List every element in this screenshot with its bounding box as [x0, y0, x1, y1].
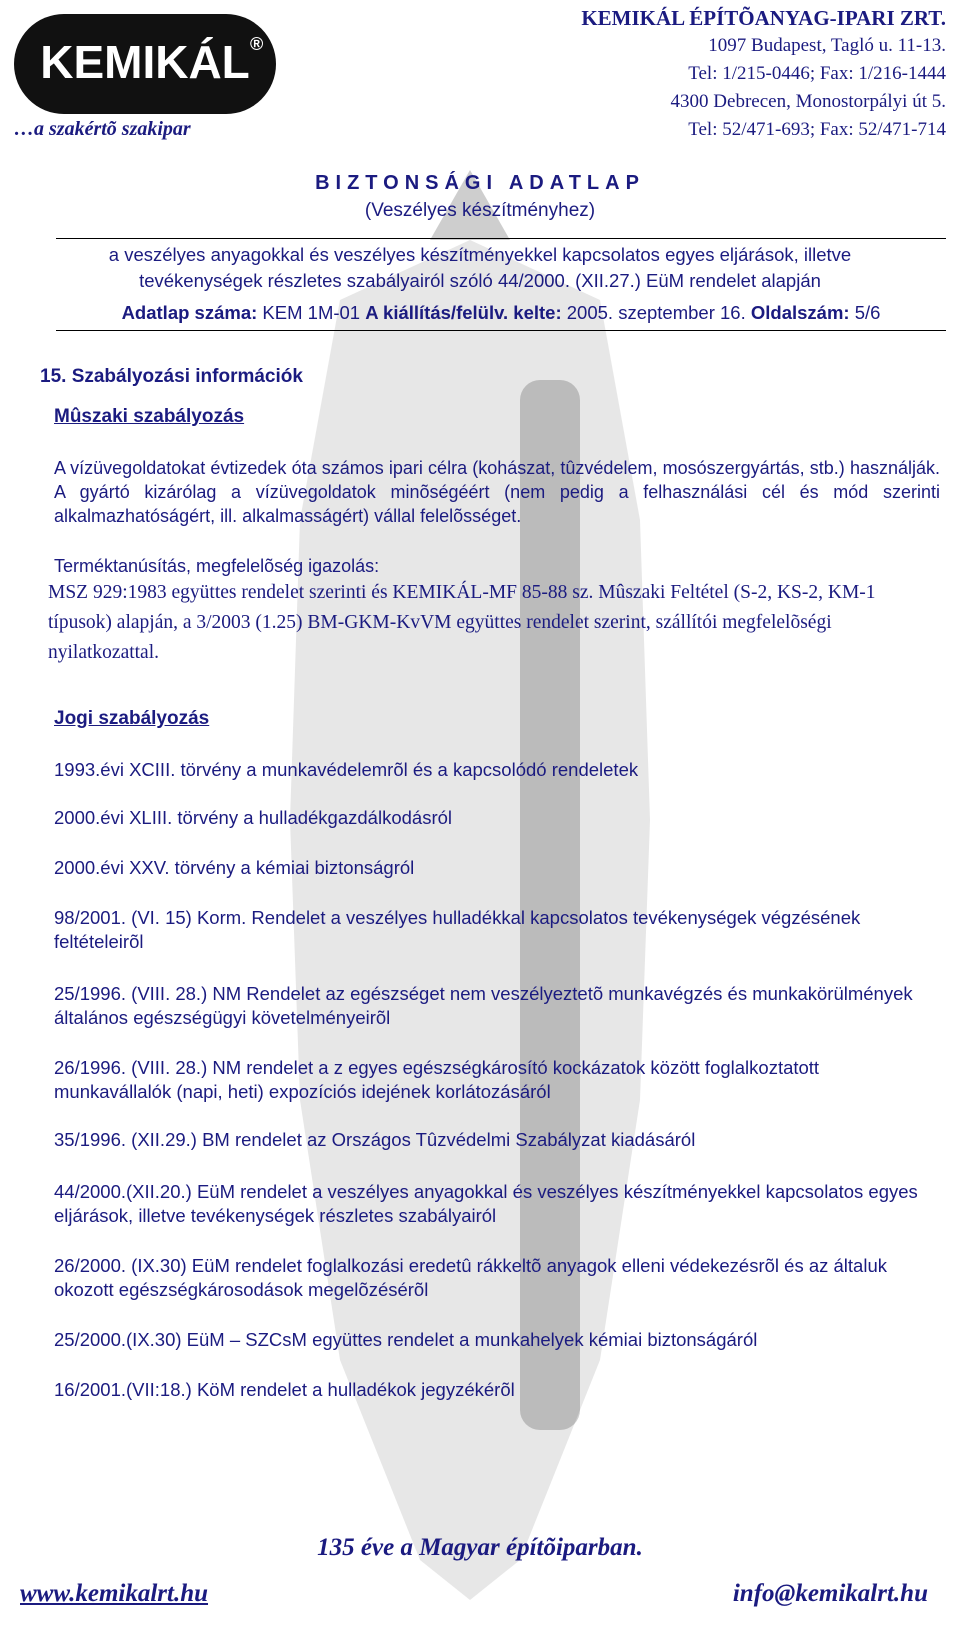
law-item: 25/1996. (VIII. 28.) NM Rendelet az egészséget nem veszélyeztetõ munkavégzés és munkakörülmények általános egészségügyi követelményeirõl	[54, 983, 913, 1028]
regulation-line-2: tevékenységek részletes szabályairól szóló 44/2000. (XII.27.) EüM rendelet alapján	[139, 270, 821, 291]
law-item: 26/2000. (IX.30) EüM rendelet foglalkozási eredetû rákkeltõ anyagok elleni védekezésrõl és az általuk okozott egészségkárosodások megelõzésérõl	[54, 1255, 887, 1300]
footer-email[interactable]: info@kemikalrt.hu	[732, 1580, 928, 1607]
law-item: 35/1996. (XII.29.) BM rendelet az Országos Tûzvédelmi Szabályzat kiadásáról	[54, 1129, 696, 1150]
company-phone-2: Tel: 52/471-693; Fax: 52/471-714	[688, 119, 946, 140]
law-item: 98/2001. (VI. 15) Korm. Rendelet a veszélyes hulladékkal kapcsolatos tevékenységek végzésének feltételeirõl	[54, 907, 861, 952]
certification-label: Terméktanúsítás, megfelelõség igazolás:	[54, 556, 380, 576]
company-address-2: 4300 Debrecen, Monostorpályi út 5.	[670, 91, 946, 112]
header-divider-bottom	[56, 330, 946, 331]
legal-regulation-heading: Jogi szabályozás	[54, 708, 210, 729]
footer-website-link[interactable]: www.kemikalrt.hu	[20, 1580, 209, 1607]
section-heading: 15. Szabályozási információk	[40, 366, 303, 387]
company-name: KEMIKÁL ÉPÍTÕANYAG-IPARI ZRT.	[581, 6, 946, 30]
document-title: BIZTONSÁGI ADATLAP	[315, 172, 645, 194]
datasheet-number: KEM 1M-01	[262, 302, 361, 323]
logo-registered-mark: ®	[250, 34, 264, 54]
law-item: 16/2001.(VII:18.) KöM rendelet a hulladékok jegyzékérõl	[54, 1379, 515, 1400]
footer-slogan: 135 éve a Magyar építõiparban.	[317, 1534, 643, 1561]
issue-date-label: A kiállítás/felülv. kelte:	[365, 302, 562, 323]
certification-text: MSZ 929:1983 együttes rendelet szerinti és KEMIKÁL-MF 85-88 sz. Mûszaki Feltétel (S-2, KS-2, KM-1 típusok) alapján, a 3/2003 (1.25) BM-GKM-KvVM együttes rendelet szerint, szállítói megfelelõségi nyilatkozattal.	[48, 582, 876, 663]
law-item: 44/2000.(XII.20.) EüM rendelet a veszélyes anyagokkal és veszélyes készítményekkel kapcsolatos egyes eljárások, illetve tevékenységek részletes szabályairól	[54, 1181, 918, 1226]
law-item: 1993.évi XCIII. törvény a munkavédelemrõl és a kapcsolódó rendeletek	[54, 759, 639, 780]
page-number-label: Oldalszám:	[750, 302, 850, 323]
technical-regulation-paragraph: A vízüvegoldatokat évtizedek óta számos ipari célra (kohászat, tûzvédelem, mosószergyártás, stb.) használják. A gyártó kizárólag a vízüvegoldatok minõségéért (nem pedig a felhasználási cél és mód szerinti alkalmazhatóságért, ill. alkalmasságért) vállal felelõsséget.	[54, 458, 940, 526]
header-divider-top	[56, 238, 946, 239]
law-item: 26/1996. (VIII. 28.) NM rendelet a z egyes egészségkárosító kockázatok között foglalkoztatott munkavállalók (napi, heti) expozíciós idejének korlátozásáról	[54, 1057, 820, 1102]
company-phone-1: Tel: 1/215-0446; Fax: 1/216-1444	[688, 63, 946, 84]
company-info	[581, 4, 946, 144]
company-address-1: 1097 Budapest, Tagló u. 11-13.	[708, 35, 946, 56]
datasheet-info	[56, 302, 946, 324]
technical-regulation-heading: Mûszaki szabályozás	[54, 406, 245, 427]
logo-text: KEMIKÁL	[40, 36, 250, 88]
company-logo	[14, 14, 276, 114]
issue-date: 2005. szeptember 16.	[566, 302, 746, 323]
regulation-line-1: a veszélyes anyagokkal és veszélyes készítményekkel kapcsolatos egyes eljárások, illetve	[108, 244, 852, 265]
law-item: 25/2000.(IX.30) EüM – SZCsM együttes rendelet a munkahelyek kémiai biztonságáról	[54, 1329, 758, 1350]
logo-slogan: …a szakértõ szakipar	[14, 118, 191, 140]
law-item: 2000.évi XXV. törvény a kémiai biztonságról	[54, 857, 415, 878]
datasheet-number-label: Adatlap száma:	[121, 302, 258, 323]
law-item: 2000.évi XLIII. törvény a hulladékgazdálkodásról	[54, 807, 453, 828]
page-number: 5/6	[854, 302, 881, 323]
document-subtitle: (Veszélyes készítményhez)	[364, 200, 596, 221]
